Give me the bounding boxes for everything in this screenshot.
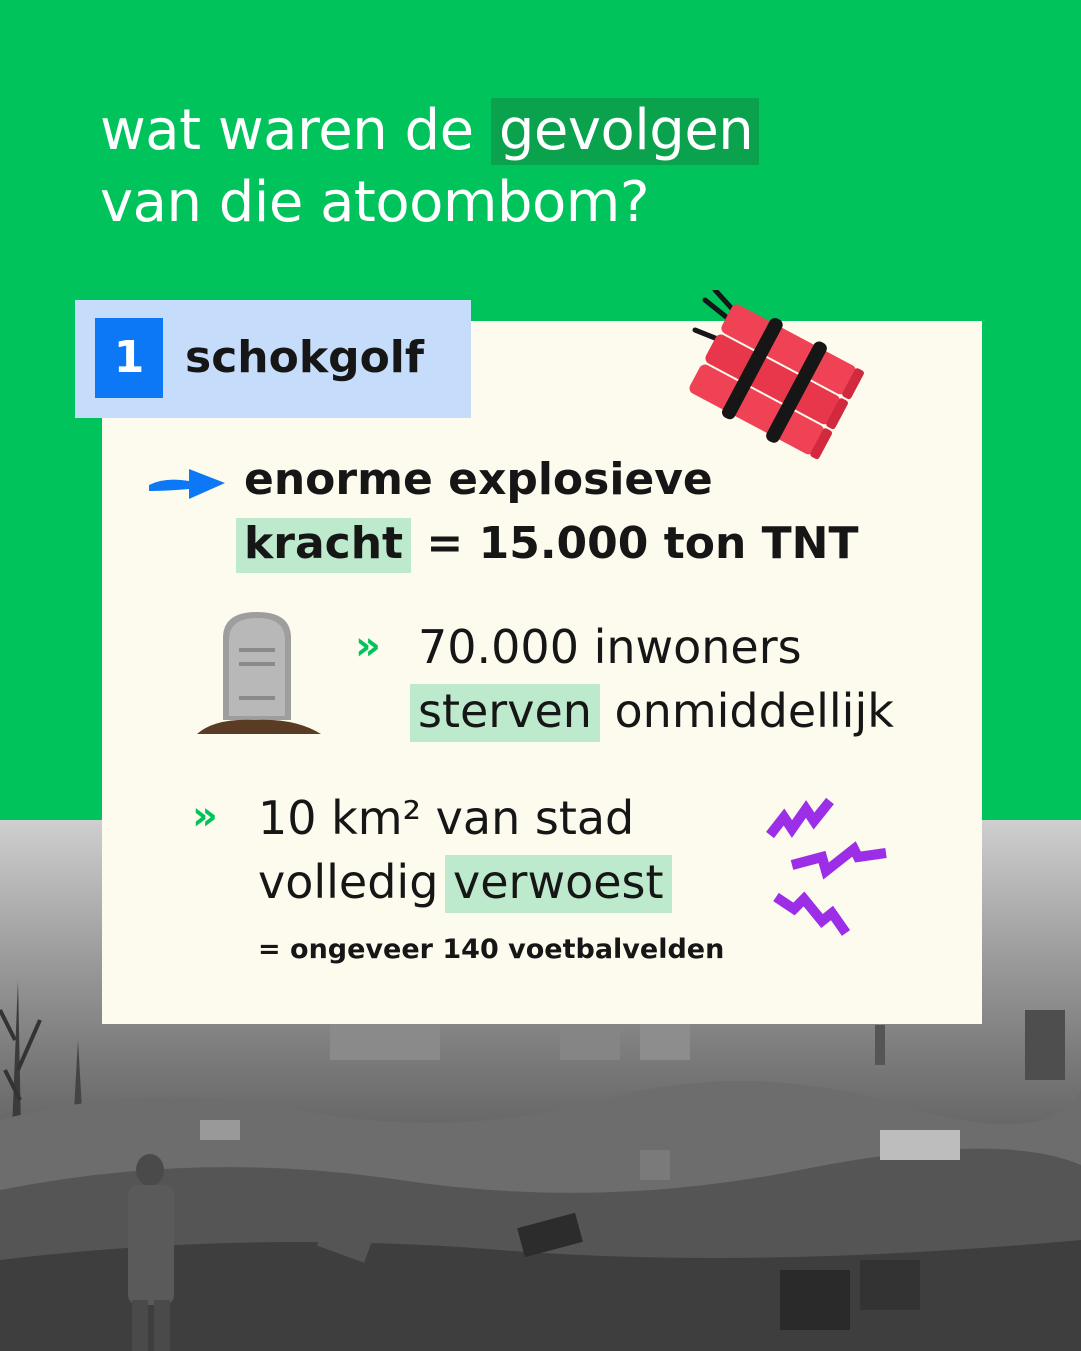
point2-rest: onmiddellijk <box>614 684 894 738</box>
title-highlight: gevolgen <box>491 98 759 165</box>
double-chevron-icon: » <box>192 793 218 839</box>
point1 <box>244 448 858 576</box>
squiggle-lines-icon <box>762 795 892 940</box>
title-line2: van die atoombom? <box>100 170 650 235</box>
point2-line1: 70.000 inwoners <box>418 620 802 674</box>
section-number: 1 <box>95 318 163 398</box>
section-label: schokgolf <box>185 332 425 383</box>
title-line1-prefix: wat waren de <box>100 98 474 163</box>
point2-highlight: sterven <box>410 684 600 742</box>
double-chevron-icon: » <box>355 623 381 669</box>
page-title <box>100 95 759 239</box>
point3-note: = ongeveer 140 voetbalvelden <box>258 934 725 965</box>
point1-rest: = 15.000 ton TNT <box>426 518 859 569</box>
tombstone-icon <box>195 608 325 740</box>
point1-highlight: kracht <box>236 518 411 573</box>
dynamite-icon <box>675 290 875 465</box>
point3-highlight: verwoest <box>445 855 672 913</box>
point3-prefix: volledig <box>258 855 439 909</box>
point1-line1: enorme explosieve <box>244 454 713 505</box>
point2 <box>418 615 894 743</box>
point3-line1: 10 km² van stad <box>258 791 635 845</box>
point3 <box>258 786 672 914</box>
arrow-right-icon <box>145 463 227 503</box>
